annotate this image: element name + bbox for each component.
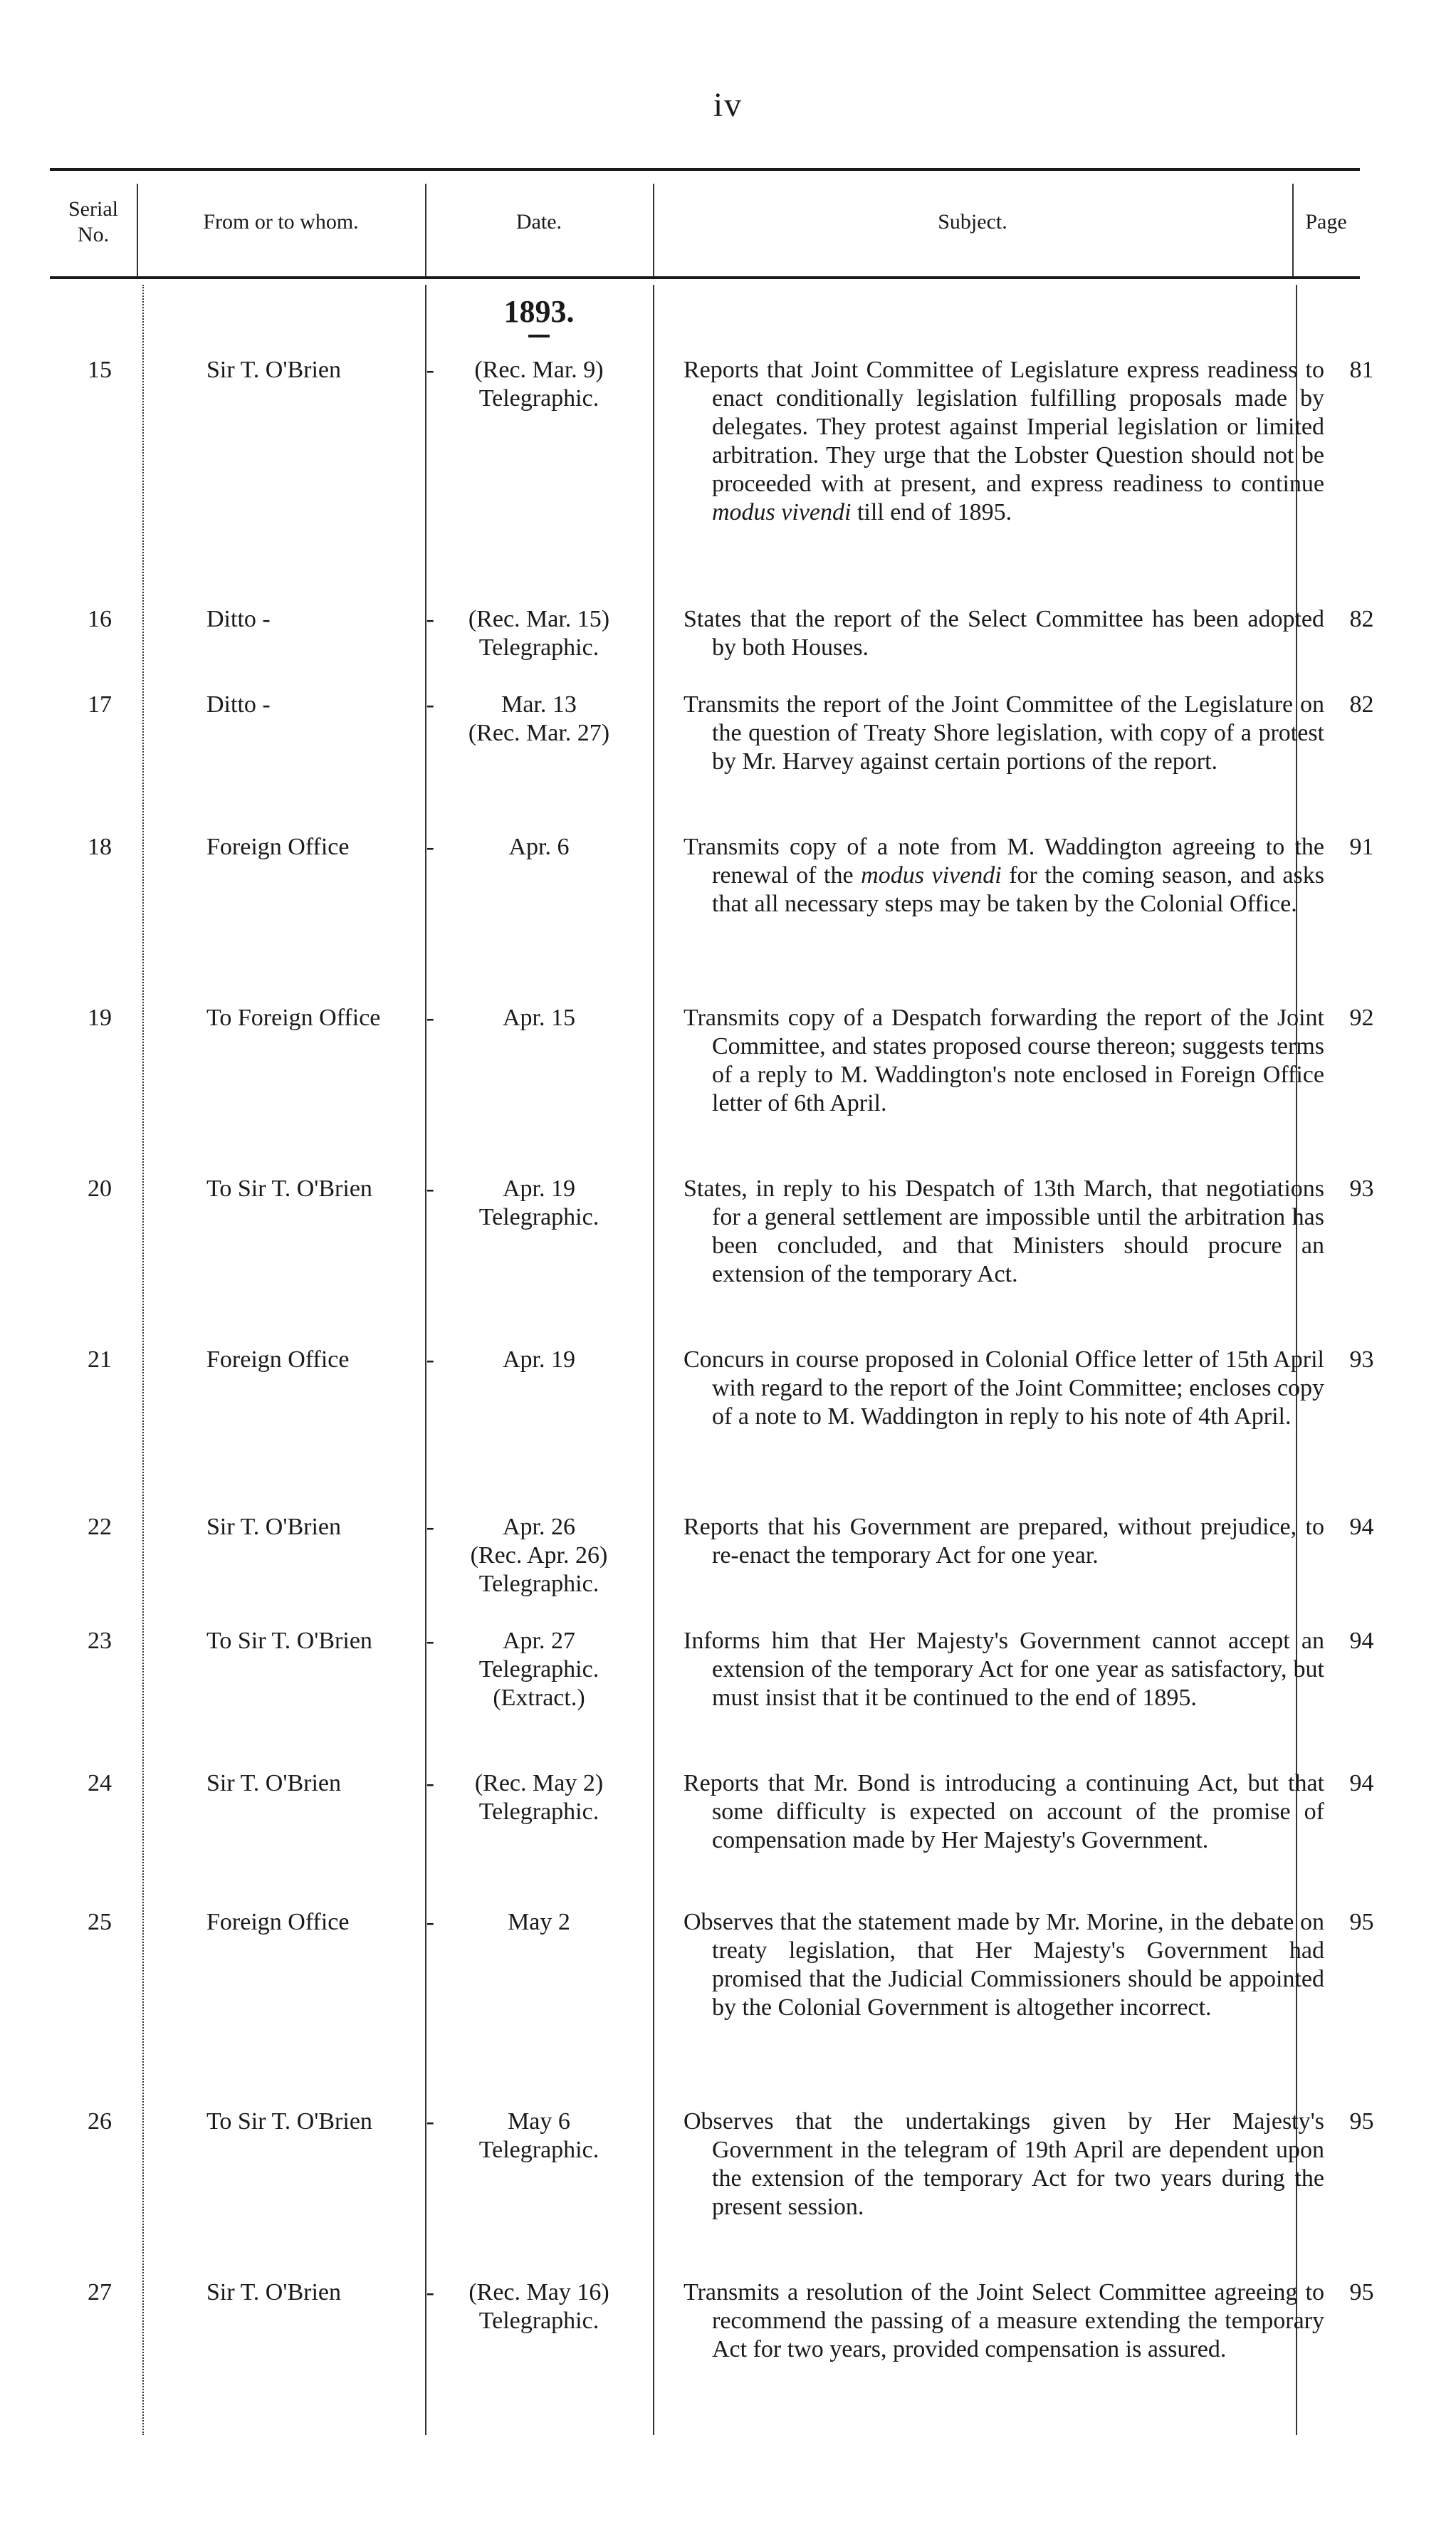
date-cell: Apr. 27 Telegraphic. (Extract.) — [478, 1628, 599, 1711]
from-to-cell — [158, 1346, 443, 1374]
correspondent: Foreign Office — [206, 1909, 350, 1935]
date-cell: Apr. 19 — [503, 1346, 575, 1373]
serial-number: 21 — [88, 1346, 112, 1373]
from-to-cell — [158, 691, 443, 719]
correspondent: Sir T. O'Brien — [206, 1514, 342, 1540]
serial-number: 27 — [88, 2279, 112, 2305]
serial-number: 20 — [88, 1176, 112, 1202]
serial-number: 23 — [88, 1628, 112, 1654]
page-ref: 93 — [1349, 1176, 1374, 1202]
leader-dash: - — [426, 1346, 434, 1373]
subject-cell: Transmits copy of a Despatch forwarding the report of the Joint Committee, and states proposed course thereon; suggests terms of a reply to M. Waddington's note enclosed in Foreign Office letter of 6th April. — [684, 1005, 1324, 1116]
page-ref: 95 — [1349, 1909, 1374, 1935]
subject-cell: States that the report of the Select Committee has been adopted by both Houses. — [684, 606, 1324, 661]
page-ref: 82 — [1349, 691, 1374, 718]
page-number: iv — [713, 86, 743, 124]
from-to-cell — [158, 2278, 443, 2307]
date-cell: (Rec. Mar. 9) Telegraphic. — [474, 357, 604, 412]
leader-dash: - — [426, 2108, 434, 2135]
serial-number: 24 — [88, 1770, 112, 1796]
leader-dash: - — [426, 357, 434, 383]
leader-dash: - — [426, 1770, 434, 1796]
subject-cell: Observes that the statement made by Mr. Morine, in the debate on treaty legislation, that Her Majesty's Government had promised that the Judicial Commissioners should be appointed by the Colonial Government is altogether incorrect. — [684, 1909, 1324, 2021]
page-ref: 82 — [1349, 606, 1374, 632]
leader-dash: - — [426, 1005, 434, 1031]
correspondent: Sir T. O'Brien — [206, 357, 342, 383]
date-cell: Apr. 19 Telegraphic. — [478, 1176, 599, 1230]
column-divider — [653, 285, 654, 2435]
subject-cell: Transmits a resolution of the Joint Select Committee agreeing to recommend the passing of a measure extending the temporary Act for two years, provided compensation is assured. — [684, 2279, 1324, 2362]
leader-dash: - — [426, 1176, 434, 1202]
subject-cell: Reports that Mr. Bond is introducing a continuing Act, but that some difficulty is expected on account of the promise of compensation made by Her Majesty's Government. — [684, 1770, 1324, 1853]
correspondent: Foreign Office — [206, 1346, 350, 1373]
serial-number: 19 — [88, 1005, 112, 1031]
from-to-cell — [158, 356, 443, 384]
correspondent: To Sir T. O'Brien — [206, 1628, 372, 1654]
from-to-cell — [158, 605, 443, 634]
correspondent: Ditto - — [206, 606, 271, 632]
leader-dash: - — [426, 606, 434, 632]
serial-number: 22 — [88, 1514, 112, 1540]
leader-dash: - — [426, 691, 434, 718]
leader-dash: - — [426, 2279, 434, 2305]
year-rule — [528, 335, 550, 337]
date-cell: Apr. 15 — [503, 1005, 575, 1031]
from-to-cell — [158, 1627, 443, 1655]
page-ref: 95 — [1349, 2279, 1374, 2305]
serial-number: 26 — [88, 2108, 112, 2135]
header-from-to: From or to whom. — [203, 210, 359, 234]
date-cell: Mar. 13 (Rec. Mar. 27) — [468, 691, 610, 746]
from-to-cell — [158, 1175, 443, 1203]
correspondent: Sir T. O'Brien — [206, 1770, 342, 1796]
subject-cell: Reports that Joint Committee of Legislature express readiness to enact conditionally legislation fulfilling proposals made by delegates. They protest against Imperial legislation or limited arbitration. They urge that the Lobster Question should not be proceeded with at present, and express readiness to continue modus vivendi till end of 1895. — [684, 357, 1324, 525]
year-heading: 1893. — [503, 294, 575, 329]
subject-cell: Informs him that Her Majesty's Government cannot accept an extension of the temporary Act for one year as satisfactory, but must insist that it be continued to the end of 1895. — [684, 1628, 1324, 1711]
leader-dash: - — [426, 834, 434, 860]
serial-number: 17 — [88, 691, 112, 718]
subject-cell: States, in reply to his Despatch of 13th March, that negotiations for a general settlement are impossible until the arbitration has been concluded, and that Ministers should procure an extension of the temporary Act. — [684, 1176, 1324, 1287]
correspondent: Sir T. O'Brien — [206, 2279, 342, 2305]
from-to-cell — [158, 1769, 443, 1798]
correspondent: To Sir T. O'Brien — [206, 2108, 372, 2135]
from-to-cell — [158, 1513, 443, 1541]
serial-number: 18 — [88, 834, 112, 860]
correspondent: To Foreign Office — [206, 1005, 381, 1031]
date-cell: May 2 — [508, 1909, 570, 1935]
leader-dash: - — [426, 1909, 434, 1935]
page-ref: 93 — [1349, 1346, 1374, 1373]
date-cell: (Rec. Mar. 15) Telegraphic. — [468, 606, 610, 661]
date-cell: Apr. 6 — [508, 834, 570, 860]
subject-cell: Transmits the report of the Joint Committee of the Legislature on the question of Treaty Shore legislation, with copy of a protest by Mr. Harvey against certain portions of the report. — [684, 691, 1324, 775]
header-page: Page — [1305, 210, 1347, 234]
correspondent: To Sir T. O'Brien — [206, 1176, 372, 1202]
page-ref: 94 — [1349, 1514, 1374, 1540]
page-ref: 81 — [1349, 357, 1374, 383]
correspondent: Ditto - — [206, 691, 271, 718]
header-subject: Subject. — [938, 210, 1007, 234]
header-serial: Serial No. — [68, 197, 118, 246]
date-cell: May 6 Telegraphic. — [478, 2108, 599, 2163]
table-header-rule — [50, 276, 1360, 279]
from-to-cell — [158, 1004, 443, 1032]
page-ref: 91 — [1349, 834, 1374, 860]
subject-cell: Transmits copy of a note from M. Waddington agreeing to the renewal of the modus vivendi for the coming season, and asks that all necessary steps may be taken by the Colonial Office. — [684, 834, 1324, 917]
leader-dash: - — [426, 1628, 434, 1654]
page-ref: 94 — [1349, 1628, 1374, 1654]
subject-cell: Observes that the undertakings given by Her Majesty's Government in the telegram of 19th April are dependent upon the extension of the temporary Act for two years during the present session. — [684, 2108, 1324, 2220]
date-cell: Apr. 26 (Rec. Apr. 26) Telegraphic. — [470, 1514, 608, 1597]
from-to-cell — [158, 1908, 443, 1937]
from-to-cell — [158, 833, 443, 862]
header-date: Date. — [515, 210, 562, 234]
page-ref: 92 — [1349, 1005, 1374, 1031]
subject-cell: Concurs in course proposed in Colonial Office letter of 15th April with regard to the report of the Joint Committee; encloses copy of a note to M. Waddington in reply to his note of 4th April. — [684, 1346, 1324, 1430]
serial-number: 16 — [88, 606, 112, 632]
serial-number: 25 — [88, 1909, 112, 1935]
page-ref: 95 — [1349, 2108, 1374, 2135]
page-ref: 94 — [1349, 1770, 1374, 1796]
correspondent: Foreign Office — [206, 834, 350, 860]
subject-cell: Reports that his Government are prepared, without prejudice, to re-enact the temporary Act for one year. — [684, 1514, 1324, 1569]
serial-number: 15 — [88, 357, 112, 383]
date-cell: (Rec. May 16) Telegraphic. — [468, 2279, 609, 2334]
date-cell: (Rec. May 2) Telegraphic. — [474, 1770, 604, 1825]
from-to-cell — [158, 2108, 443, 2136]
leader-dash: - — [426, 1514, 434, 1540]
